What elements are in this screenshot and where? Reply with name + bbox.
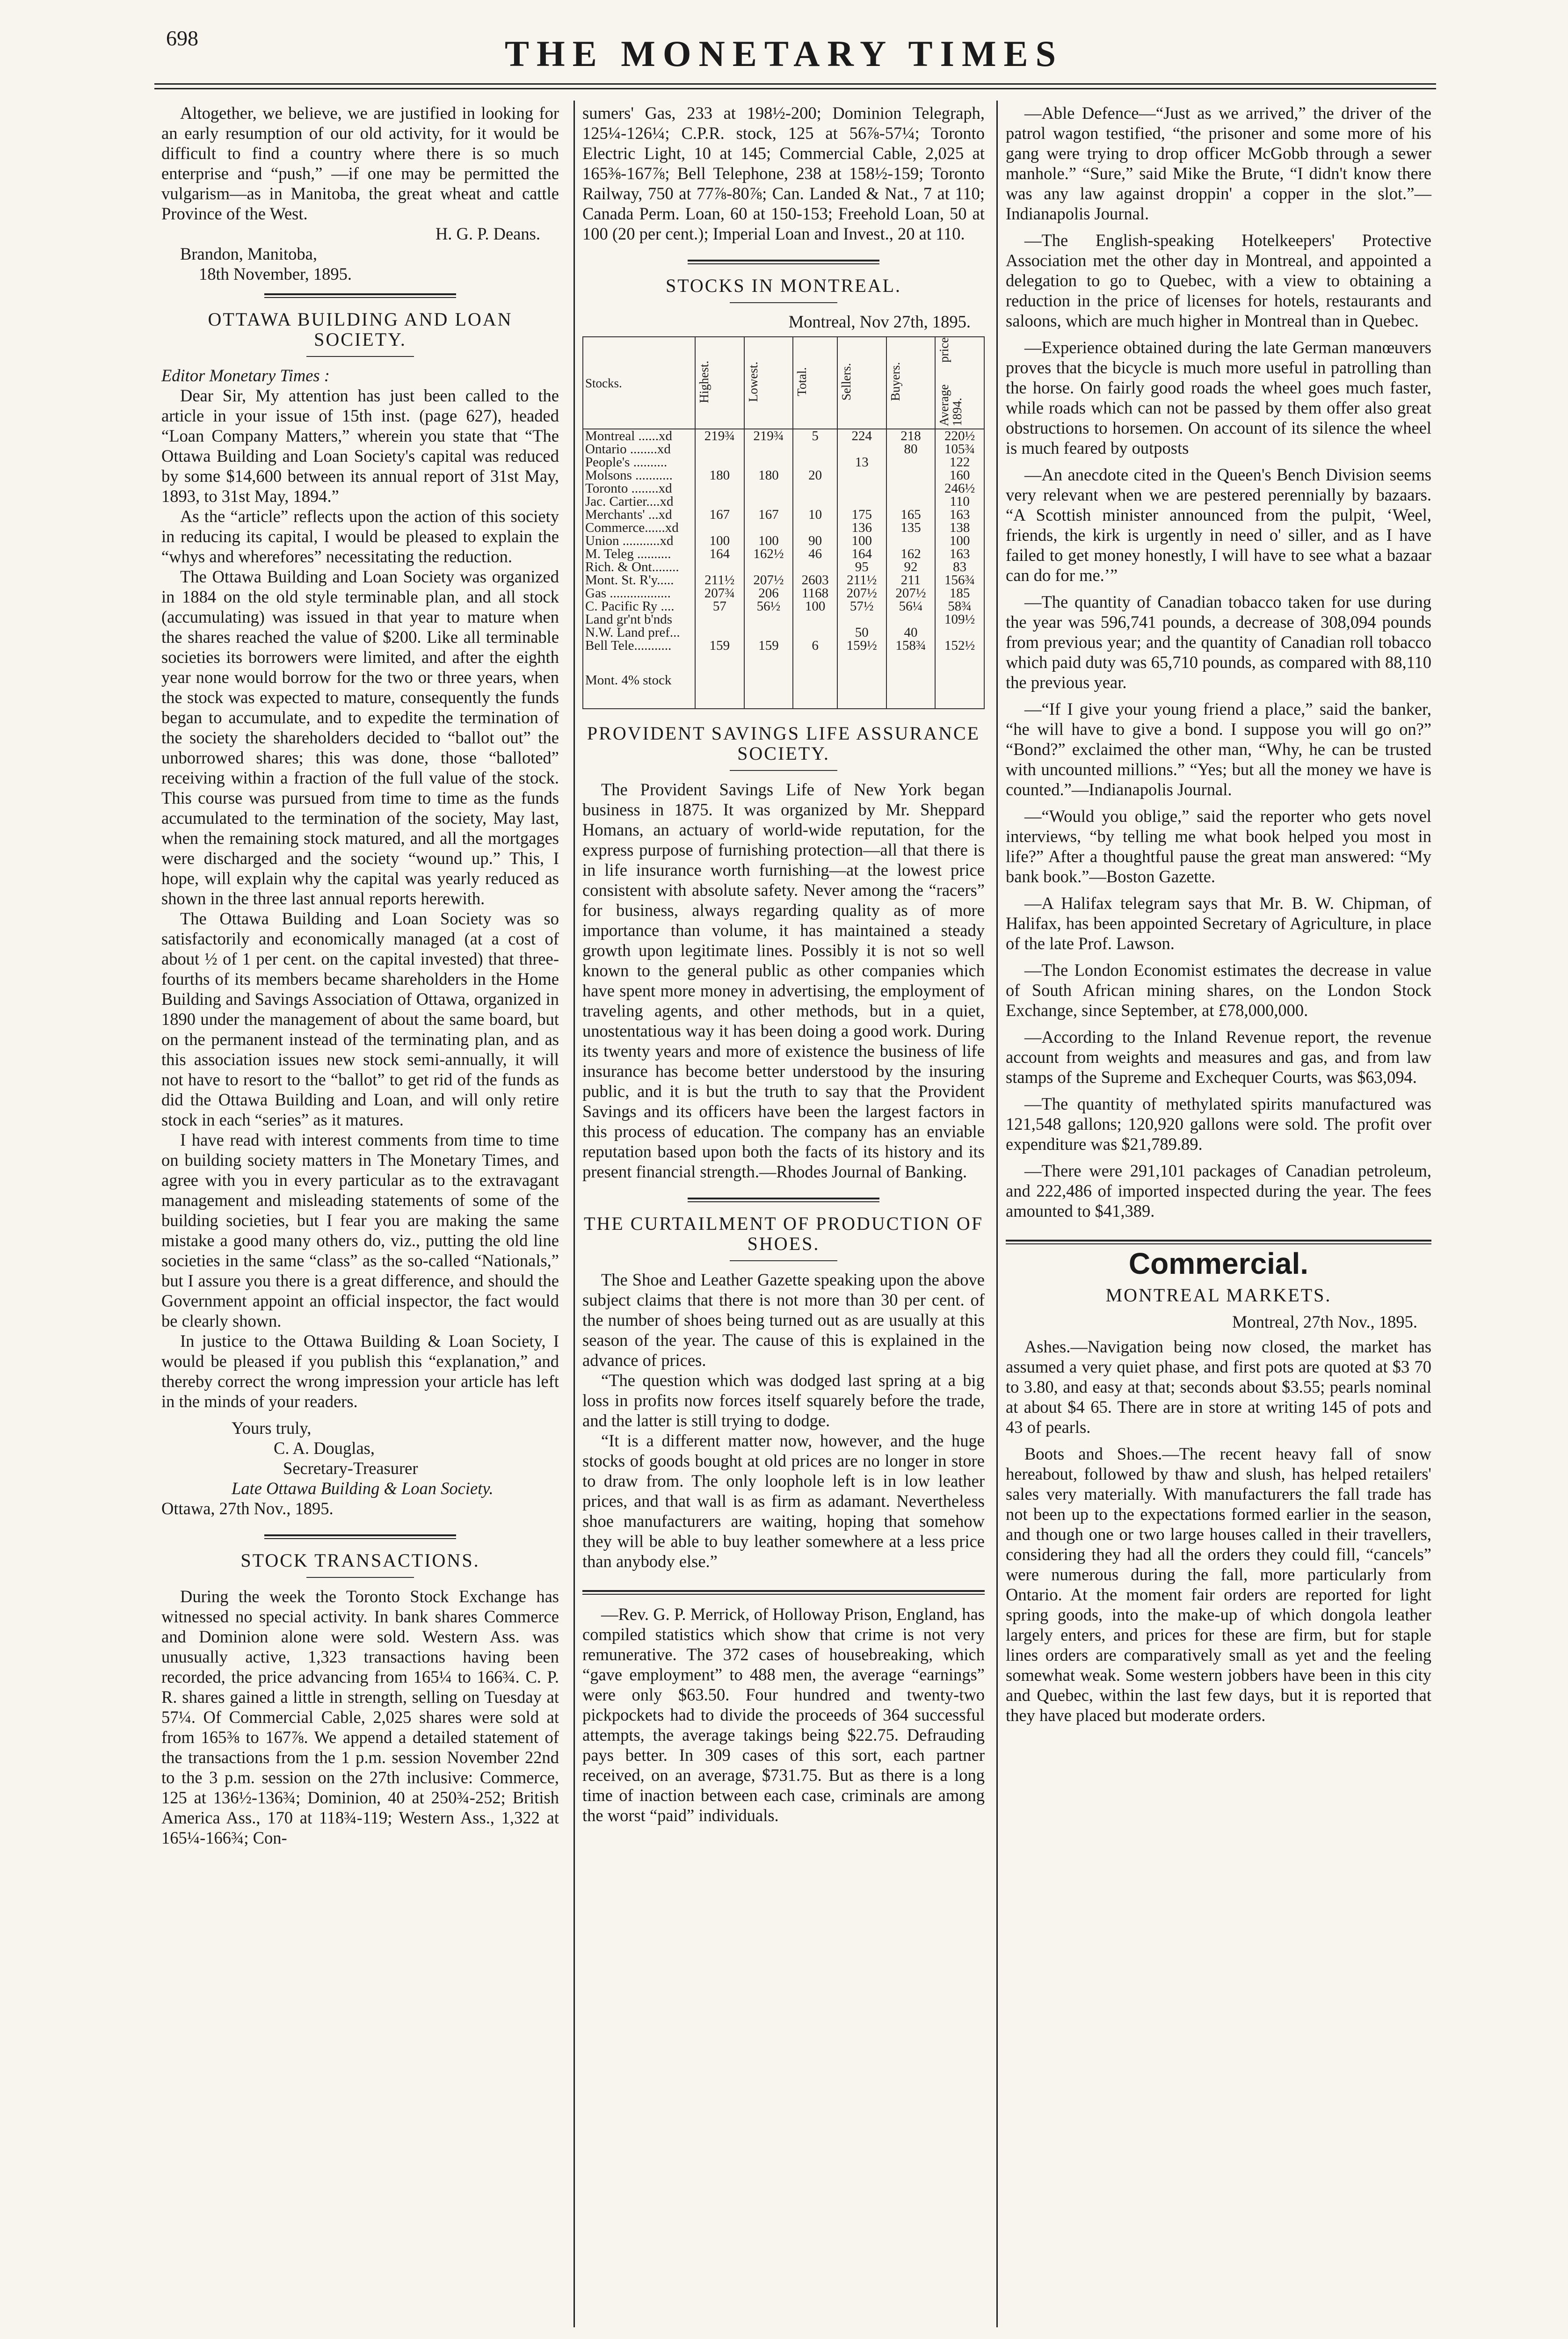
merrick-paragraph: —Rev. G. P. Merrick, of Holloway Prison, England, has compiled statistics which show that crime is not very remunerative. The 372 cases of housebreaking, which “gave employment” to 488 men, the average “earnings” were only $63.50. Four hundred and twenty-two pickpockets had to divide the proceeds of 364 successful attempts, the average takings being $22.75. Defrauding pays better. In 309 cases of this sort, each partner received, on an average, $731.75. But as there is a long time of inaction between each case, criminals are among the worst “paid” individuals. (582, 1605, 985, 1825)
stock-value-cell (744, 456, 793, 469)
stock-value-cell: 80 (886, 443, 936, 456)
intro-signature: H. G. P. Deans. (435, 224, 540, 243)
stock-transactions-paragraph: During the week the Toronto Stock Exchange has witnessed no special activity. In bank shares Commerce and Dominion alone were sold. Western Ass. was unusually active, 1,323 transactions having been recorded, the price advancing from 165¼ to 166¾. C. P. R. shares gained a little in strength, selling on Tuesday at 57¼. Of Commercial Cable, 2,025 shares were sold at from 165⅜ to 167⅞. We append a detailed statement of the transactions from the 1 p.m. session November 22nd to the 3 p.m. session on the 27th inclusive: Commerce, 125 at 136½-136¾; Dominion, 40 at 250¾-252; British America Ass., 170 at 118¾-119; Western Ass., 1,322 at 165¼-166¾; Con- (161, 1587, 559, 1847)
stock-transactions-continued: sumers' Gas, 233 at 198½-200; Dominion Telegraph, 125¼-126¼; C.P.R. stock, 125 at 56⅞-57¼; Toronto Electric Light, 10 at 145; Commercial Cable, 2,025 at 165⅜-167⅞; Bell Telephone, 238 at 158½-159; Toronto Railway, 750 at 77⅞-80⅞; Can. Landed & Nat., 7 at 110; Canada Perm. Loan, 60 at 150-153; Freehold Loan, 50 at 100 (20 per cent.); Imperial Loan and Invest., 20 at 110. (582, 103, 985, 243)
stock-value-cell (744, 482, 793, 495)
stock-value-cell: 218 (886, 429, 936, 443)
stocks-table-row (583, 560, 984, 574)
stock-value-cell (793, 443, 837, 456)
stock-value-cell: 163 (935, 547, 984, 560)
stock-value-cell (793, 613, 837, 626)
news-item-economist: —The London Economist estimates the decrease in value of South African mining shares, on the London Stock Exchange, since September, at £78,000,000. (1006, 960, 1431, 1020)
stock-value-cell: 167 (695, 508, 744, 521)
stock-value-cell (744, 495, 793, 508)
shoes-paragraph-2: “The question which was dodged last spring at a big loss in profits now forces itself squarely before the trade, and the latter is still trying to dodge. (582, 1371, 985, 1430)
stock-value-cell (837, 613, 886, 626)
stock-value-cell: 159½ (837, 639, 886, 652)
stocks-montreal-date: Montreal, Nov 27th, 1895. (788, 312, 971, 331)
provident-paragraph: The Provident Savings Life of New York began business in 1875. It was organized by Mr. Sheppard Homans, an actuary of world-wide reputation, for the express purpose of furnishing protection—all that there is in life insurance worth furnishing—at the lowest price consistent with absolute safety. Never among the “racers” for business, always regarding quality as of more importance than volume, it has maintained a steady growth upon legitimate lines. Possibly it is not so well known to the general public as other companies which have spent more money in advertising, the employment of traveling agents, and other methods, but in a quiet, unostentatious way it has been doing a good work. During its twenty years and more of existence the business of life insurance has become better understood by the insuring public, and it is but the truth to say that the Provident Savings and its officers have been the largest factors in this process of education. The company has an enviable reputation based upon both the facts of its history and its present financial strength.—Rhodes Journal of Banking. (582, 780, 985, 1181)
stock-value-cell (744, 652, 793, 709)
stock-value-cell (695, 652, 744, 709)
stock-name-cell: Ontario ........xd (583, 443, 695, 456)
stocks-table-row (583, 443, 984, 456)
stock-value-cell (793, 482, 837, 495)
stock-value-cell (793, 456, 837, 469)
stock-value-cell (695, 626, 744, 639)
stock-value-cell (744, 626, 793, 639)
ottawa-editor-salutation: Editor Monetary Times : (161, 366, 330, 385)
ottawa-organization: Late Ottawa Building & Loan Society. (232, 1479, 494, 1498)
stocks-header-average: Average price 1894. (935, 337, 984, 429)
news-item-bazaar: —An anecdote cited in the Queen's Bench Division seems very relevant when we are pestered perennially by bazaars. “A Scottish minister announced from the pulpit, ‘Weel, friends, the kirk is urgently in need o' siller, and as I have failed to get money honestly, I will have to see what a bazaar can do for me.’” (1006, 465, 1431, 585)
stocks-header-name: Stocks. (583, 337, 695, 429)
masthead: THE MONETARY TIMES (505, 33, 1063, 74)
stock-value-cell: 211 (886, 574, 936, 587)
stock-value-cell: 57½ (837, 600, 886, 613)
section-break (582, 1590, 985, 1595)
stocks-table-row (583, 626, 984, 639)
stocks-table-row (583, 508, 984, 521)
stock-value-cell: 156¾ (935, 574, 984, 587)
stocks-montreal-title: STOCKS IN MONTREAL. (665, 275, 902, 296)
stock-name-cell: Toronto ........xd (583, 482, 695, 495)
montreal-markets-title: MONTREAL MARKETS. (1105, 1285, 1332, 1306)
intro-date: 18th November, 1895. (199, 264, 352, 283)
news-item-hotelkeepers: —The English-speaking Hotelkeepers' Protective Association met the other day in Montreal, and appointed a delegation to go to Quebec, with a view to obtaining a reduction in the price of licenses for hotels, restaurants and saloons, which are much higher in Montreal than in Quebec. (1006, 231, 1431, 330)
section-break (264, 1534, 456, 1539)
stock-name-cell: Gas .................. (583, 587, 695, 600)
stock-value-cell: 57 (695, 600, 744, 613)
stock-value-cell: 100 (695, 534, 744, 547)
stock-value-cell: 207½ (886, 587, 936, 600)
news-item-inland-revenue: —According to the Inland Revenue report, the revenue account from weights and measures and gas, and from law stamps of the Supreme and Exchequer Courts, was $63,094. (1006, 1027, 1431, 1087)
stocks-table-row (583, 495, 984, 508)
stock-transactions-title: STOCK TRANSACTIONS. (240, 1550, 480, 1571)
stock-value-cell: 206 (744, 587, 793, 600)
stock-value-cell: 135 (886, 521, 936, 534)
stock-name-cell: Merchants' ...xd (583, 508, 695, 521)
stock-value-cell: 10 (793, 508, 837, 521)
stock-value-cell: 158¾ (886, 639, 936, 652)
ottawa-signature: C. A. Douglas, (274, 1438, 375, 1458)
stock-value-cell: 56¼ (886, 600, 936, 613)
column-divider-2 (996, 101, 998, 2327)
stock-value-cell: 246½ (935, 482, 984, 495)
stock-name-cell: N.W. Land pref... (583, 626, 695, 639)
stocks-table-row (583, 547, 984, 560)
stock-value-cell (886, 495, 936, 508)
stock-value-cell: 159 (695, 639, 744, 652)
stocks-table-row (583, 639, 984, 652)
stocks-header-highest: Highest. (695, 337, 744, 429)
stock-value-cell: 92 (886, 560, 936, 574)
title-rule (306, 356, 414, 357)
stock-value-cell (744, 560, 793, 574)
ottawa-role: Secretary-Treasurer (283, 1459, 418, 1478)
stocks-table-row (583, 534, 984, 547)
section-break (264, 293, 456, 298)
stocks-table-row (583, 652, 984, 709)
stock-value-cell: 185 (935, 587, 984, 600)
ottawa-title: OTTAWA BUILDING AND LOAN SOCIETY. (208, 309, 513, 350)
intro-paragraph: Altogether, we believe, we are justified in looking for an early resumption of our old activity, for it would be difficult to find a country where there is so much enterprise and “push,” —if one may be permitted the vulgarism—as in Manitoba, the great wheat and cattle Province of the West. (161, 103, 559, 223)
stock-value-cell: 13 (837, 456, 886, 469)
stocks-table-row (583, 521, 984, 534)
stock-value-cell (793, 495, 837, 508)
stock-value-cell (744, 521, 793, 534)
stock-name-cell: Molsons ........... (583, 469, 695, 482)
stock-value-cell: 105¾ (935, 443, 984, 456)
title-rule (730, 770, 837, 771)
stock-value-cell: 167 (744, 508, 793, 521)
stock-value-cell: 83 (935, 560, 984, 574)
stock-value-cell: 180 (695, 469, 744, 482)
stocks-table-header (583, 337, 984, 429)
news-item-able-defence: —Able Defence—“Just as we arrived,” the driver of the patrol wagon testified, “the prisoner and some more of his gang were trying to drop officer McGobb through a sewer manhole.” “Sure,” said Mike the Brute, “I didn't know there was any law against droppin' a copper in the slot.”—Indianapolis Journal. (1006, 103, 1431, 223)
stock-value-cell: 180 (744, 469, 793, 482)
section-break (688, 1198, 879, 1202)
news-item-petroleum: —There were 291,101 packages of Canadian petroleum, and 222,486 of imported inspected during the year. The fees amounted to $41,389. (1006, 1161, 1431, 1220)
stock-value-cell: 220½ (935, 429, 984, 443)
section-break (1006, 1240, 1431, 1244)
stock-name-cell: Mont. St. R'y..... (583, 574, 695, 587)
stock-value-cell (695, 495, 744, 508)
title-rule (730, 302, 837, 303)
news-item-bank-book: —“Would you oblige,” said the reporter who gets novel interviews, “by telling me what book helped you most in life?” After a thoughtful pause the great man answered: “My bank book.”—Boston Gazette. (1006, 806, 1431, 886)
stock-value-cell (886, 482, 936, 495)
stock-name-cell: Jac. Cartier....xd (583, 495, 695, 508)
page-number: 698 (166, 26, 198, 50)
stock-name-cell: Montreal ......xd (583, 429, 695, 443)
stock-value-cell (744, 613, 793, 626)
stock-value-cell: 207½ (837, 587, 886, 600)
stock-value-cell: 152½ (935, 639, 984, 652)
stocks-table (582, 336, 985, 709)
stock-value-cell: 100 (935, 534, 984, 547)
stock-value-cell: 211½ (837, 574, 886, 587)
stock-value-cell (837, 495, 886, 508)
stock-name-cell: Bell Tele........... (583, 639, 695, 652)
stock-value-cell: 165 (886, 508, 936, 521)
commercial-heading: Commercial. (1128, 1247, 1309, 1280)
stock-value-cell: 100 (793, 600, 837, 613)
stock-value-cell: 1168 (793, 587, 837, 600)
stocks-table-row (583, 482, 984, 495)
stock-name-cell: Mont. 4% stock (583, 652, 695, 709)
stock-value-cell: 224 (837, 429, 886, 443)
markets-boots-and-shoes: Boots and Shoes.—The recent heavy fall of snow hereabout, followed by thaw and slush, has helped retailers' sales very materially. With manufacturers the fall trade has not been up to the expectations formed earlier in the season, and though one or two large houses called in their travellers, considering they had all the orders they could fill, “cancels” were numerous during the fall, more particularly from Ontario. At the moment fair orders are reported for light spring goods, into the make-up of which dongola leather largely enters, and prices for these are firm, but for staple lines orders are comparatively small as yet and the feeling somewhat weak. Some western jobbers have been in this city and Quebec, within the last few days, but it is reported that they have placed but moderate orders. (1006, 1444, 1431, 1725)
stock-value-cell (695, 613, 744, 626)
stocks-header-sellers: Sellers. (837, 337, 886, 429)
stock-value-cell: 20 (793, 469, 837, 482)
stock-value-cell (935, 626, 984, 639)
stock-value-cell (695, 482, 744, 495)
masthead-rule (154, 83, 1436, 85)
column-divider-1 (573, 101, 575, 2327)
news-item-bicycle: —Experience obtained during the late German manœuvers proves that the bicycle is much more useful in patrolling than the horse. On fairly good roads the wheel goes much faster, while roads which can not be passed by them offer also great obstructions to horsemen. On account of its silence the wheel is much feared by outposts (1006, 338, 1431, 458)
stock-name-cell: Land gr'nt b'nds (583, 613, 695, 626)
stock-value-cell: 211½ (695, 574, 744, 587)
stocks-table-row (583, 469, 984, 482)
masthead-rule-2 (154, 88, 1436, 89)
stock-name-cell: M. Teleg .......... (583, 547, 695, 560)
shoes-title: THE CURTAILMENT OF PRODUCTION OF SHOES. (583, 1213, 984, 1254)
stock-value-cell: 175 (837, 508, 886, 521)
stock-value-cell: 136 (837, 521, 886, 534)
stock-value-cell (744, 443, 793, 456)
stocks-table-row (583, 574, 984, 587)
intro-place: Brandon, Manitoba, (180, 244, 317, 263)
stock-value-cell (886, 534, 936, 547)
stocks-table-row (583, 429, 984, 443)
provident-title: PROVIDENT SAVINGS LIFE ASSURANCE SOCIETY. (587, 723, 980, 764)
stock-value-cell: 160 (935, 469, 984, 482)
ottawa-date: Ottawa, 27th Nov., 1895. (161, 1499, 334, 1518)
stock-value-cell: 90 (793, 534, 837, 547)
news-item-tobacco: —The quantity of Canadian tobacco taken for use during the year was 596,741 pounds, a decrease of 308,094 pounds from previous year; and the quantity of Canadian roll tobacco which paid duty was 65,710 pounds, as compared with 88,110 the previous year. (1006, 592, 1431, 692)
section-break (688, 260, 879, 264)
shoes-paragraph-1: The Shoe and Leather Gazette speaking upon the above subject claims that there is not more than 30 per cent. of the number of shoes being turned out as are usually at this season of the year. The cause of this is explained in the advance of prices. (582, 1270, 985, 1370)
stock-value-cell: 219¾ (695, 429, 744, 443)
stock-value-cell: 138 (935, 521, 984, 534)
stock-value-cell: 50 (837, 626, 886, 639)
ottawa-paragraph-5: I have read with interest comments from time to time on building society matters in The Monetary Times, and agree with you in every particular as to the extravagant management and misleading statements of some of the building societies, but I fear you are making the same mistake a good many others do, viz., putting the old line societies in the same “class” as the so-called “Nationals,” but I assure you there is a great difference, and should the Government appoint an official inspector, the fact would be clearly shown. (161, 1130, 559, 1330)
stock-name-cell: People's .......... (583, 456, 695, 469)
stock-value-cell: 100 (744, 534, 793, 547)
stocks-header-lowest: Lowest. (744, 337, 793, 429)
stock-name-cell: Rich. & Ont........ (583, 560, 695, 574)
stocks-table-row (583, 456, 984, 469)
stock-name-cell: Commerce......xd (583, 521, 695, 534)
ottawa-paragraph-4: The Ottawa Building and Loan Society was so satisfactorily and economically managed (at a cost of about ½ of 1 per cent. on the capital invested) that three-fourths of its members became shareholders in the Home Building and Savings Association of Ottawa, organized in 1890 under the management of about the same board, but on the permanent instead of the terminating plan, and as this association issues new stock semi-annually, it will not have to resort to the “ballot” to get rid of the funds as did the Ottawa Building and Loan, and will only retire stock in each “series” as it matures. (161, 909, 559, 1129)
stock-name-cell: Union ...........xd (583, 534, 695, 547)
column-1 (161, 103, 559, 1848)
title-rule (306, 1577, 414, 1578)
stock-value-cell (793, 560, 837, 574)
stock-value-cell: 207¾ (695, 587, 744, 600)
stock-value-cell (837, 482, 886, 495)
stock-value-cell (837, 652, 886, 709)
news-item-banker: —“If I give your young friend a place,” said the banker, “he will have to give a bond. I suppose you will go on?” “Bond?” exclaimed the other man, “Why, he can be trusted with uncounted millions.” “Yes; but all the money we have is counted.”—Indianapolis Journal. (1006, 699, 1431, 799)
stock-value-cell: 58¾ (935, 600, 984, 613)
stock-value-cell (935, 652, 984, 709)
stock-value-cell (793, 521, 837, 534)
stock-value-cell: 207½ (744, 574, 793, 587)
stock-value-cell: 122 (935, 456, 984, 469)
column-2 (582, 103, 985, 1825)
markets-ashes: Ashes.—Navigation being now closed, the market has assumed a very quiet phase, and first pots are quoted at $3 70 to 3.80, and easy at that; seconds about $3.55; pearls nominal at about $4 65. There are in store at writing 145 of pots and 43 of pearls. (1006, 1337, 1431, 1437)
stock-value-cell: 219¾ (744, 429, 793, 443)
shoes-paragraph-3: “It is a different matter now, however, and the huge stocks of goods bought at old prices are no longer in store to draw from. The only loophole left is in low leather prices, and that wall is as firm as adamant. Nevertheless shoe manufacturers are waiting, hoping that somehow they will be able to buy leather somewhere at a less price than anybody else.” (582, 1431, 985, 1571)
stock-value-cell: 40 (886, 626, 936, 639)
stock-value-cell: 162½ (744, 547, 793, 560)
stock-value-cell (695, 521, 744, 534)
stock-value-cell (886, 456, 936, 469)
ottawa-paragraph-6: In justice to the Ottawa Building & Loan Society, I would be pleased if you publish this “explanation,” and thereby correct the wrong impression your article has left in the minds of your readers. (161, 1331, 559, 1411)
news-item-halifax: —A Halifax telegram says that Mr. B. W. Chipman, of Halifax, has been appointed Secretary of Agriculture, in place of the late Prof. Lawson. (1006, 893, 1431, 953)
stock-value-cell: 164 (695, 547, 744, 560)
stock-value-cell: 46 (793, 547, 837, 560)
stock-name-cell: C. Pacific Ry .... (583, 600, 695, 613)
stock-value-cell: 56½ (744, 600, 793, 613)
stock-value-cell (695, 443, 744, 456)
title-rule (730, 1260, 837, 1261)
ottawa-paragraph-3: The Ottawa Building and Loan Society was organized in 1884 on the old style terminable plan, and all stock (accumulating) was issued in that year to mature when the shares reached the value of $200. Like all terminable societies its borrowers were limited, and after the eighth year none would borrow for the two or three years, when the stock was expected to mature, consequently the funds began to accumulate, and to expedite the termination of the society the shareholders decided to “ballot out” the unborrowed shares; this was done, those “balloted” receiving within a fraction of the full value of the stock. This course was pursued from time to time as the funds accumulated to the termination of the society, May last, when the remaining stock matured, and all the mortgages were discharged and the society “wound up.” This, I hope, will explain why the capital was yearly reduced as shown in the three last annual reports herewith. (161, 567, 559, 908)
stocks-table-row (583, 600, 984, 613)
stock-value-cell: 163 (935, 508, 984, 521)
stock-value-cell: 109½ (935, 613, 984, 626)
montreal-markets-date: Montreal, 27th Nov., 1895. (1232, 1312, 1417, 1331)
column-3 (1006, 103, 1431, 1725)
stock-value-cell (886, 652, 936, 709)
stock-value-cell (695, 456, 744, 469)
stock-value-cell: 6 (793, 639, 837, 652)
stocks-header-total: Total. (793, 337, 837, 429)
stock-value-cell: 100 (837, 534, 886, 547)
ottawa-paragraph-1: Dear Sir, My attention has just been called to the article in your issue of 15th inst. (page 627), headed “Loan Company Matters,” wherein you state that “The Ottawa Building and Loan Society's capital was reduced by some $14,600 between its annual report of 31st May, 1893, to 31st May, 1894.” (161, 386, 559, 506)
stock-value-cell: 110 (935, 495, 984, 508)
stock-value-cell: 159 (744, 639, 793, 652)
stocks-header-buyers: Buyers. (886, 337, 936, 429)
stock-value-cell (837, 443, 886, 456)
stocks-table-row (583, 587, 984, 600)
stock-value-cell: 2603 (793, 574, 837, 587)
news-item-spirits: —The quantity of methylated spirits manufactured was 121,548 gallons; 120,920 gallons were sold. The profit over expenditure was $21,789.89. (1006, 1094, 1431, 1154)
stock-value-cell: 5 (793, 429, 837, 443)
stock-value-cell (837, 469, 886, 482)
stocks-table-row (583, 613, 984, 626)
ottawa-closing: Yours truly, (232, 1418, 312, 1438)
stock-value-cell: 164 (837, 547, 886, 560)
stock-value-cell: 162 (886, 547, 936, 560)
stock-value-cell (695, 560, 744, 574)
stock-value-cell (793, 652, 837, 709)
stock-value-cell (886, 469, 936, 482)
stock-value-cell (886, 613, 936, 626)
ottawa-paragraph-2: As the “article” reflects upon the action of this society in reducing its capital, I would be pleased to explain the “whys and wherefores” necessitating the reduction. (161, 507, 559, 566)
stock-value-cell (793, 626, 837, 639)
stock-value-cell: 95 (837, 560, 886, 574)
